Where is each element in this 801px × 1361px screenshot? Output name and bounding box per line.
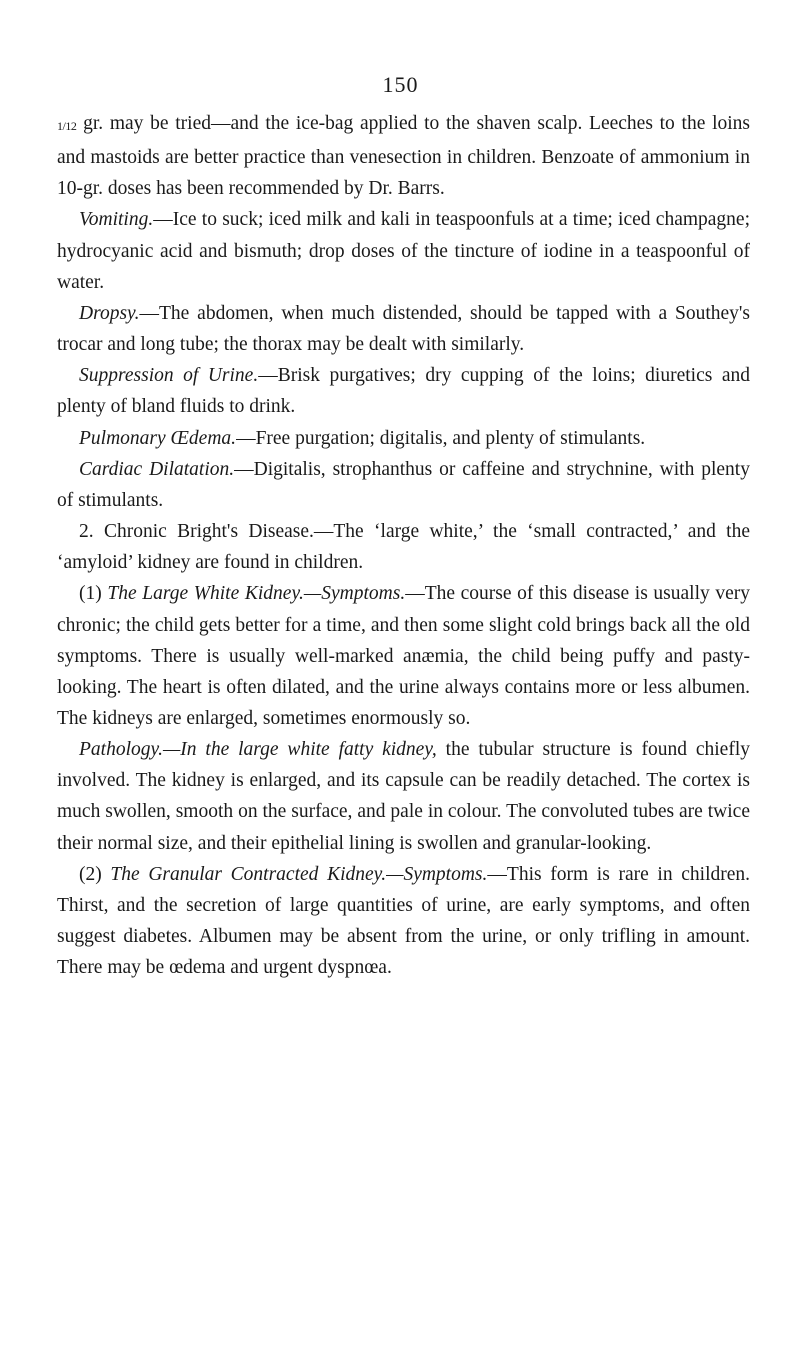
paragraph-pulmonary-oedema <box>57 423 750 454</box>
paragraph-heading: Pathology.—In the large white fatty kidney, <box>79 739 437 761</box>
paragraph-heading: Suppression of Urine. <box>79 365 259 387</box>
paragraph-text: —The course of this disease is usually very chronic; the child gets better for a time, and then some slight cold brings back all the old symptoms. There is usually well-marked anæmia, the child being puffy and pasty-looking. The heart is often dilated, and the urine always contains more or less albumen. The kidneys are enlarged, sometimes enormously so. <box>57 583 751 729</box>
paragraph-text: —Brisk purgatives; dry cupping of the loins; diuretics and plenty of bland fluids to drink. <box>57 365 751 418</box>
paragraph-number: (2) <box>79 863 102 885</box>
paragraph-pathology <box>57 734 750 859</box>
paragraph-text: —Free purgation; digitalis, and plenty of stimulants. <box>236 427 646 449</box>
paragraph-number: (1) <box>79 583 102 605</box>
page-number: 150 <box>382 72 419 97</box>
paragraph-heading: Vomiting. <box>79 209 154 231</box>
paragraph-heading: Pulmonary Œdema. <box>79 427 237 449</box>
paragraph-vomiting <box>57 204 750 297</box>
paragraph-text: —The abdomen, when much distended, should be tapped with a Southey's trocar and long tube; the thorax may be dealt with similarly. <box>57 302 750 356</box>
paragraph-heading: Cardiac Dilatation. <box>79 458 235 480</box>
paragraph-dropsy <box>57 298 750 360</box>
paragraph-chronic-brights-disease <box>57 516 750 578</box>
paragraph-granular-contracted-kidney <box>57 859 750 984</box>
paragraph-text: —Ice to suck; iced milk and kali in teaspoonfuls at a time; iced champagne; hydrocyanic acid and bismuth; drop doses of the tincture of iodine in a teaspoonful of water. <box>57 209 750 293</box>
paragraph-large-white-kidney <box>57 578 750 734</box>
paragraph-text: —The ‘large white,’ the ‘small contracted,’ and the ‘amyloid’ kidney are found in children. <box>57 521 751 574</box>
section-title: 2. Chronic Bright's Disease. <box>79 521 314 543</box>
paragraph-suppression-of-urine <box>57 360 750 422</box>
paragraph-cardiac-dilatation <box>57 454 750 516</box>
paragraph-heading: The Large White Kidney.—Symptoms. <box>107 583 406 605</box>
paragraph-1 <box>57 108 750 204</box>
body-text <box>57 108 750 983</box>
paragraph-text: the tubular structure is found chiefly involved. The kidney is enlarged, and its capsule can be readily detached. The cortex is much swollen, smooth on the surface, and pale in colour. The convoluted tubes are twice their normal size, and their epithelial lining is swollen and granular-looking. <box>57 739 750 854</box>
paragraph-text: gr. may be tried—and the ice-bag applied to the shaven scalp. Leeches to the loins and mastoids are better practice than venesection in children. Benzoate of ammonium in 10-gr. doses has been recommended by Dr. Barrs. <box>57 113 750 200</box>
paragraph-heading: The Granular Contracted Kidney.—Symptoms. <box>110 863 488 885</box>
paragraph-heading: Dropsy. <box>79 302 140 324</box>
dose-fraction: 1/12 <box>57 119 77 133</box>
paragraph-text: —Digitalis, strophanthus or caffeine and strychnine, with plenty of stimulants. <box>57 458 750 511</box>
paragraph-text: —This form is rare in children. Thirst, and the secretion of large quantities of urine, are early symptoms, and often suggest diabetes. Albumen may be absent from the urine, or only trifling in amount. There may be œdema and urgent dyspnœa. <box>57 863 751 979</box>
